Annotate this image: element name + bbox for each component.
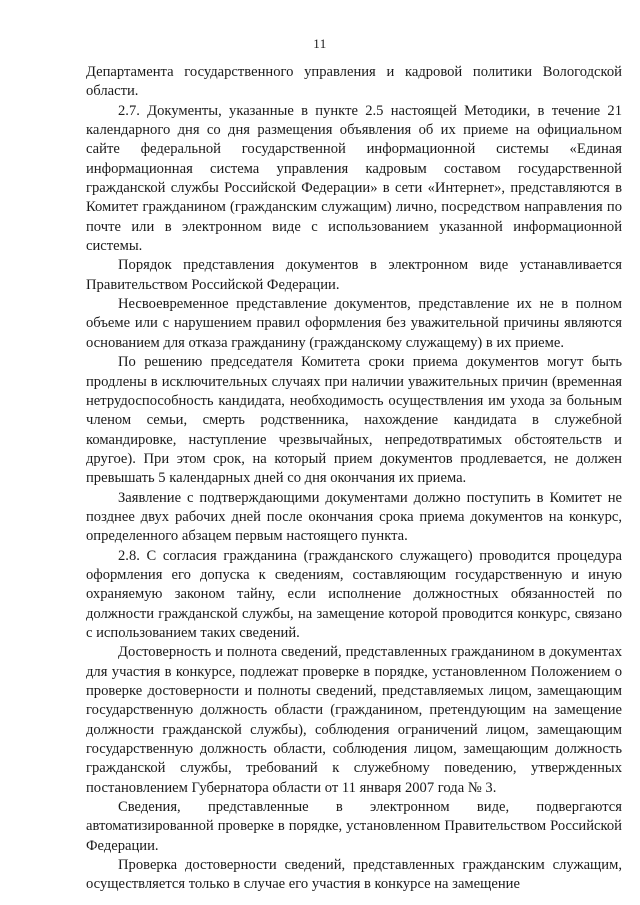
paragraph-application: Заявление с подтверждающими документами должно поступить в Комитет не позднее двух рабочих дней после окончания срока приема документов на конкурс, определенного абзацем первым настоящего пункта. (86, 489, 622, 545)
paragraph-deadline-extension: По решению председателя Комитета сроки приема документов могут быть продлены в исключительных случаях при наличии уважительных причин (временная нетрудоспособность кандидата, необходимость осуществления им ухода за больным членом семьи, смерть родственника, нахождение кандидата в служебной командировке, наступление чрезвычайных, непредотвратимых обстоятельств и другое). При этом срок, на который прием документов продлевается, не должен превышать 5 календарных дней со дня окончания их приема. (86, 354, 622, 487)
paragraph-late-submission: Несвоевременное представление документов, представление их не в полном объеме или с нарушением правил оформления без уважительной причины являются основанием для отказа гражданину (гражданскому служащему) в их приеме. (86, 296, 622, 351)
paragraph-electronic-submission: Порядок представления документов в электронном виде устанавливается Правительством Российской Федерации. (86, 257, 622, 293)
document-body (86, 63, 622, 895)
page-number: 11 (313, 36, 327, 51)
paragraph-verification: Достоверность и полнота сведений, представленных гражданином в документах для участия в конкурсе, подлежат проверке в порядке, установленном Положением о проверке достоверности и полноты сведений, представляемых лицом, замещающим государственную должность области (гражданином, претендующим на замещение должности гражданской службы), соблюдения ограничений лицом, замещающим государственную должность области, соблюдения лицом, замещающим должность гражданской службы, требований к служебному поведению, утвержденных постановлением Губернатора области от 11 января 2007 года № 3. (86, 644, 622, 796)
paragraph-2-8: 2.8. С согласия гражданина (гражданского служащего) проводится процедура оформления его допуска к сведениям, составляющим государственную и иную охраняемую законом тайну, если исполнение должностных обязанностей по должности гражданской службы, на замещение которой проводится конкурс, связано с использованием таких сведений. (86, 547, 622, 641)
paragraph-continuation: Департамента государственного управления и кадровой политики Вологодской области. (86, 64, 622, 100)
paragraph-civil-servant-check: Проверка достоверности сведений, представленных гражданским служащим, осуществляется только в случае его участия в конкурсе на замещение (86, 857, 622, 893)
paragraph-automated-check: Сведения, представленные в электронном виде, подвергаются автоматизированной проверке в порядке, установленном Правительством Российской Федерации. (86, 799, 622, 854)
paragraph-2-7: 2.7. Документы, указанные в пункте 2.5 настоящей Методики, в течение 21 календарного дня со дня размещения объявления об их приеме на официальном сайте федеральной государственной информационной системы «Единая информационная система управления кадровым составом государственной гражданской службы Российской Федерации» в сети «Интернет», представляются в Комитет гражданином (гражданским служащим) лично, посредством направления по почте или в электронном виде с использованием указанной информационной системы. (86, 102, 622, 255)
